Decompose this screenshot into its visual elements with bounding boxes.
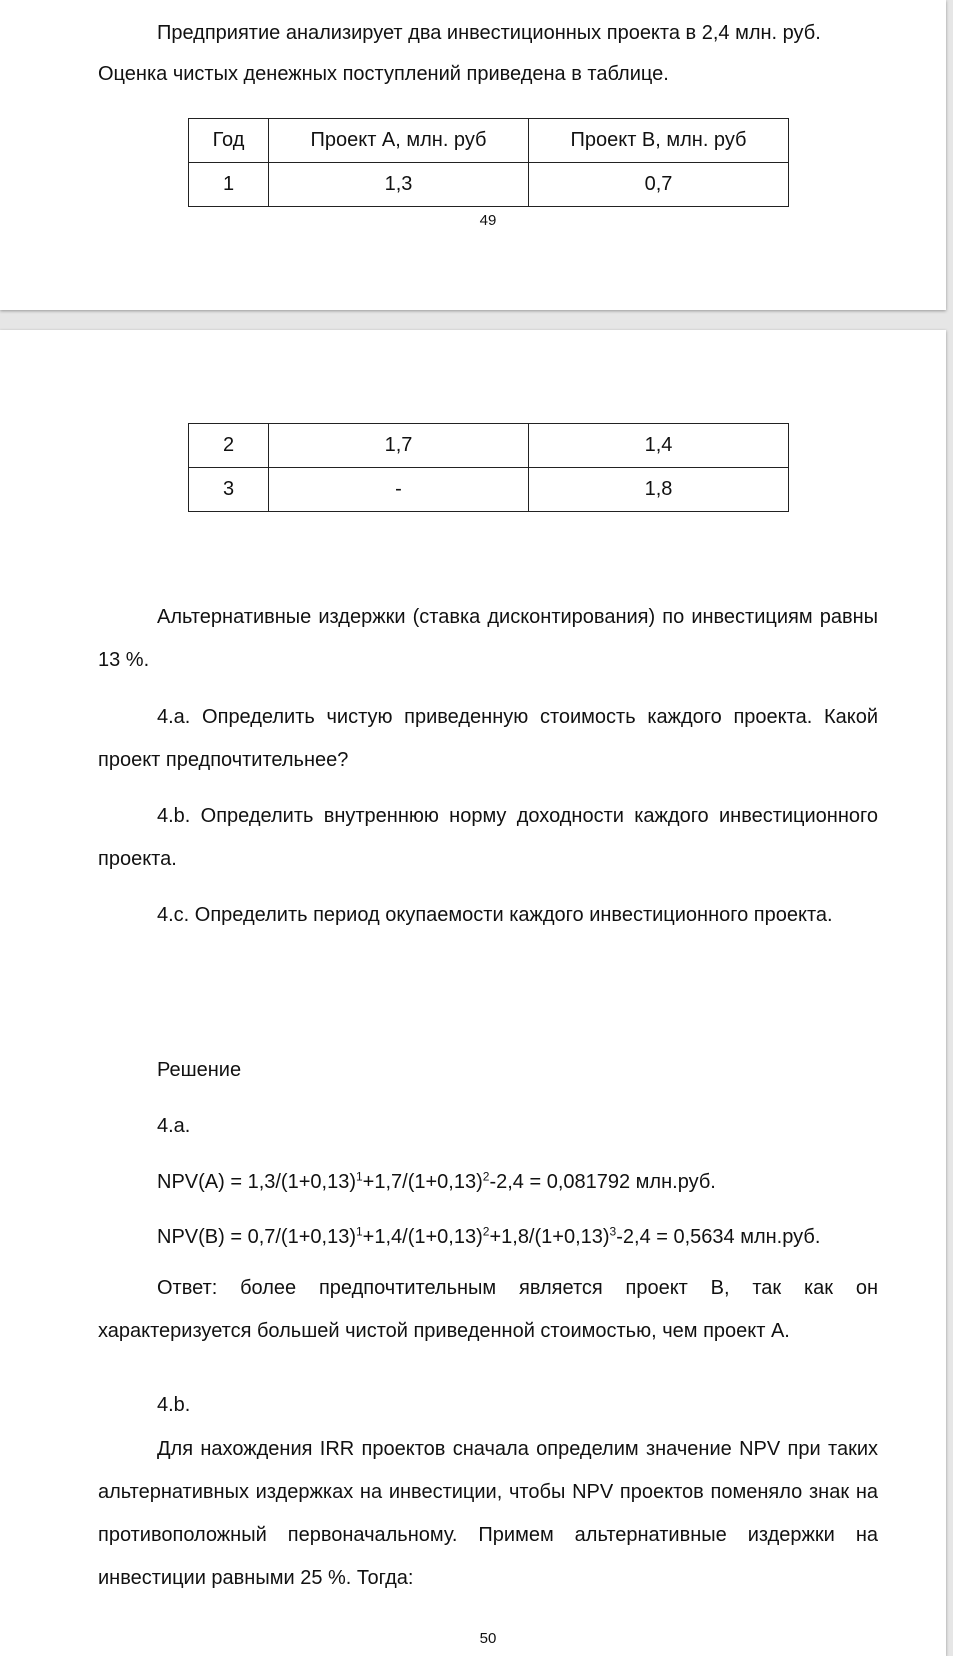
solution-heading: Решение xyxy=(157,1059,242,1081)
npv-a-formula: $NPV(A) = 1,3/(1+0,13)^1+1,7/(1+0,13)^2-2,4 = 0,081792$ млн.руб. xyxy=(157,1169,716,1193)
header-project-a: Проект А, млн. руб xyxy=(269,119,529,163)
header-project-b: Проект В, млн. руб xyxy=(529,119,789,163)
cell-year: 1 xyxy=(189,163,269,207)
cell-project-b: 0,7 xyxy=(529,163,789,207)
page-49 xyxy=(0,0,946,310)
table-header-row xyxy=(189,119,789,163)
task-b-paragraph: 4.b. Определить внутреннюю норму доходности каждого инвестиционного проекта. xyxy=(98,805,878,870)
table-row xyxy=(189,468,789,512)
intro-line-1: Предприятие анализирует два инвестиционных проекта в 2,4 млн. руб. xyxy=(157,22,821,44)
cell-project-a: 1,3 xyxy=(269,163,529,207)
page-number: 49 xyxy=(479,212,497,229)
cell-project-b: 1,4 xyxy=(529,424,789,468)
cell-project-a: - xyxy=(269,468,529,512)
answer-paragraph: Ответ: более предпочтительным является проект В, так как он характеризуется большей чистой приведенной стоимостью, чем проект А. xyxy=(98,1277,878,1342)
intro-line-2: Оценка чистых денежных поступлений приведена в таблице. xyxy=(98,63,669,85)
cashflow-table-continued xyxy=(188,423,789,512)
solution-a-label: 4.a. xyxy=(157,1115,191,1137)
table-row xyxy=(189,163,789,207)
irr-paragraph: Для нахождения IRR проектов сначала определим значение NPV при таких альтернативных издержках на инвестиции, чтобы NPV проектов поменяло знак на противоположный первоначальному. Примем альтернативные издержки на инвестиции равными 25 %. Тогда: xyxy=(98,1438,878,1589)
cell-project-a: 1,7 xyxy=(269,424,529,468)
task-a-paragraph: 4.a. Определить чистую приведенную стоимость каждого проекта. Какой проект предпочтительнее? xyxy=(98,706,878,771)
task-c-paragraph: 4.c. Определить период окупаемости каждого инвестиционного проекта. xyxy=(157,904,833,926)
solution-b-label: 4.b. xyxy=(157,1394,191,1416)
table-row xyxy=(189,424,789,468)
cashflow-table-top xyxy=(188,118,789,207)
cell-year: 3 xyxy=(189,468,269,512)
cell-year: 2 xyxy=(189,424,269,468)
npv-b-formula: $NPV(B) = 0,7/(1+0,13)^1+1,4/(1+0,13)^2+1,8/(1+0,13)^3-2,4 = 0,5634$ млн.руб. xyxy=(157,1224,821,1248)
cell-project-b: 1,8 xyxy=(529,468,789,512)
alt-costs-paragraph: Альтернативные издержки (ставка дисконтирования) по инвестициям равны 13 %. xyxy=(98,606,878,671)
page-number: 50 xyxy=(479,1630,497,1647)
page-50 xyxy=(0,330,946,1656)
header-year: Год xyxy=(189,119,269,163)
